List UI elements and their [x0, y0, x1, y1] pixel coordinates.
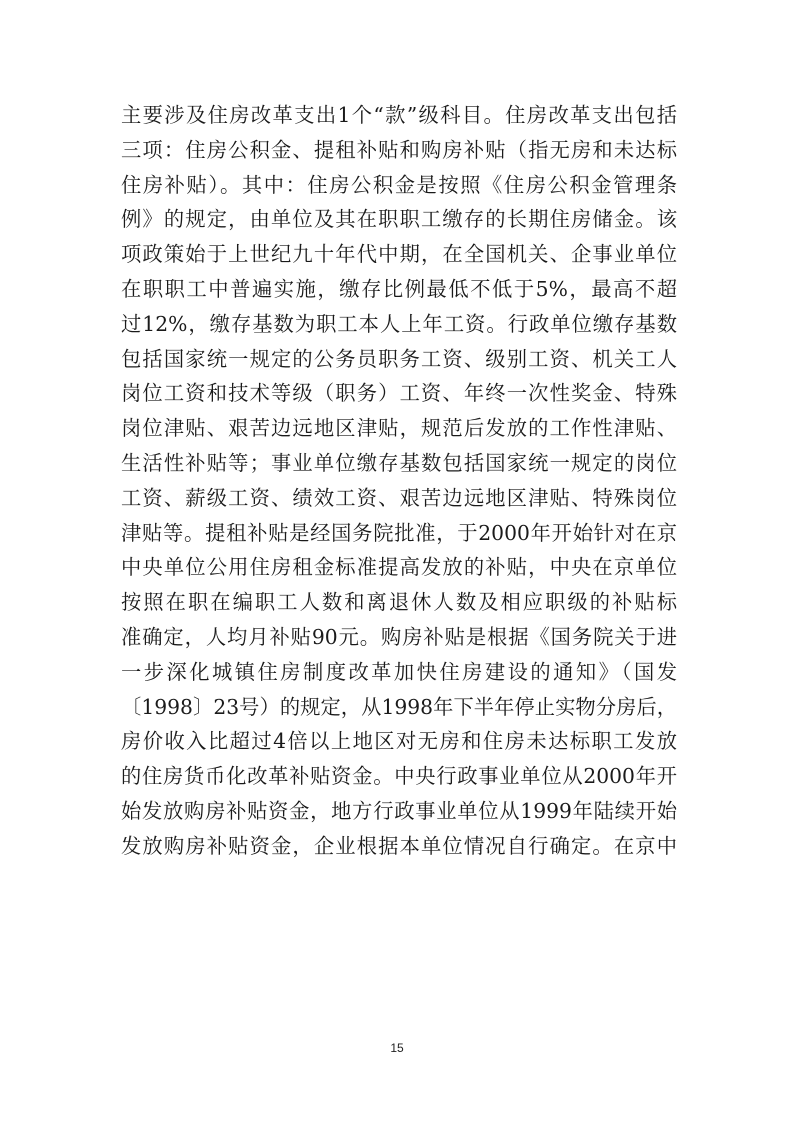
text-line: 岗位津贴、艰苦边远地区津贴，规范后发放的工作性津贴、 [121, 416, 677, 441]
text-line: 准确定，人均月补贴90元。购房补贴是根据《国务院关于进 [121, 624, 677, 649]
text-line: 〔1998〕23号）的规定，从1998年下半年停止实物分房后， [121, 694, 677, 719]
text-line: 的住房货币化改革补贴资金。中央行政事业单位从2000年开 [121, 764, 677, 789]
text-line: 过12%，缴存基数为职工本人上年工资。行政单位缴存基数 [121, 311, 677, 336]
body-text [121, 98, 677, 864]
text-line: 房价收入比超过4倍以上地区对无房和住房未达标职工发放 [121, 729, 677, 754]
text-line: 项政策始于上世纪九十年代中期，在全国机关、企事业单位 [121, 242, 677, 267]
text-line: 在职职工中普遍实施，缴存比例最低不低于5%，最高不超 [121, 276, 677, 301]
text-line: 三项：住房公积金、提租补贴和购房补贴（指无房和未达标 [121, 137, 677, 162]
text-line: 一步深化城镇住房制度改革加快住房建设的通知》（国发 [121, 659, 677, 684]
text-line: 生活性补贴等；事业单位缴存基数包括国家统一规定的岗位 [121, 450, 677, 475]
text-line: 始发放购房补贴资金，地方行政事业单位从1999年陆续开始 [121, 798, 677, 823]
text-line: 包括国家统一规定的公务员职务工资、级别工资、机关工人 [121, 346, 677, 371]
text-line: 中央单位公用住房租金标准提高发放的补贴，中央在京单位 [121, 555, 677, 580]
text-line: 岗位工资和技术等级（职务）工资、年终一次性奖金、特殊 [121, 381, 677, 406]
text-line: 住房补贴）。其中：住房公积金是按照《住房公积金管理条 [121, 172, 677, 197]
text-line: 主要涉及住房改革支出1个“款”级科目。住房改革支出包括 [121, 103, 677, 127]
text-line: 按照在职在编职工人数和离退休人数及相应职级的补贴标 [121, 590, 677, 615]
text-line: 津贴等。提租补贴是经国务院批准，于2000年开始针对在京 [121, 520, 677, 545]
page-number: 15 [390, 1041, 404, 1055]
text-line: 例》的规定，由单位及其在职职工缴存的长期住房储金。该 [121, 207, 677, 232]
text-line: 发放购房补贴资金，企业根据本单位情况自行确定。在京中 [121, 833, 677, 858]
text-line: 工资、薪级工资、绩效工资、艰苦边远地区津贴、特殊岗位 [121, 485, 677, 510]
